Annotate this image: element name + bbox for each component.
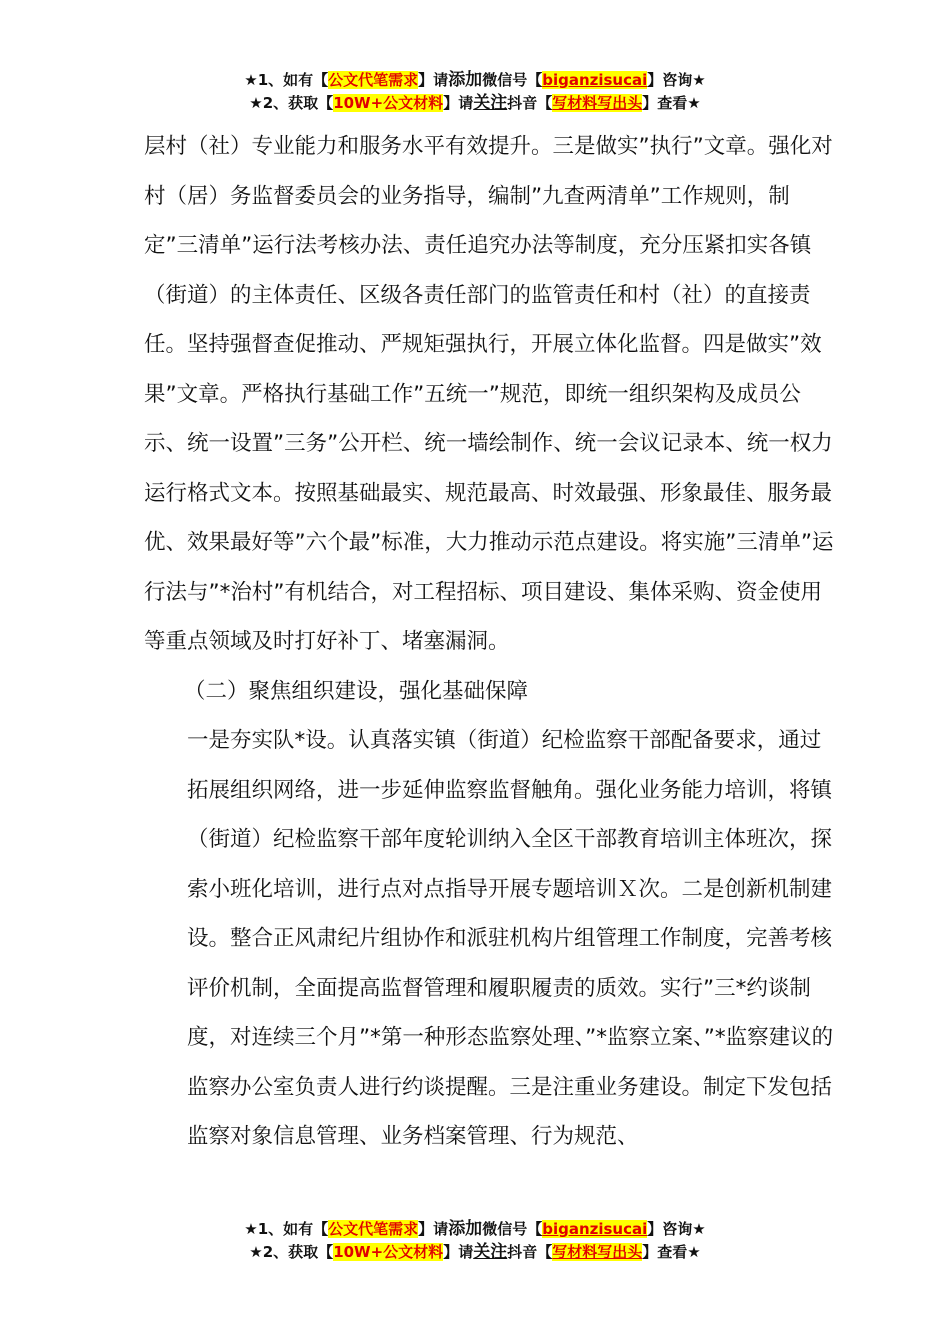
banner-l2-suffix: 】查看★ bbox=[642, 1243, 701, 1261]
banner-l2-follow: 关注 bbox=[473, 93, 508, 113]
banner-l1-mid1: 】请 bbox=[418, 71, 449, 89]
banner-l1-big: 添加 bbox=[448, 1219, 483, 1239]
paragraph-2: 一是夯实队*设。认真落实镇（街道）纪检监察干部配备要求，通过拓展组织网络，进一步延伸监察监督触角。强化业务能力培训，将镇（街道）纪检监察干部年度轮训纳入全区干部教育培训主体班次，探索小班化培训，进行点对点指导开展专题培训Ｘ次。二是创新机制建设。整合正风肃纪片组协作和派驻机构片组管理工作制度，完善考核评价机制，全面提高监督管理和履职履责的质效。实行”三*约谈制度，对连续三个月”*第一种形态监察处理、”*监察立案、”*监察建议的监察办公室负责人进行约谈提醒。三是注重业务建设。制定下发包括监察对象信息管理、业务档案管理、行为规范、 bbox=[187, 728, 834, 1149]
bottom-banner bbox=[0, 1218, 950, 1264]
wechat-id-highlight: biganzisucai bbox=[542, 71, 648, 89]
service-highlight: 公文代笔需求 bbox=[328, 71, 419, 89]
banner-l2-mid1: 】请 bbox=[443, 94, 474, 112]
materials-highlight: 10W+公文材料 bbox=[333, 94, 444, 112]
banner-l1-mid1: 】请 bbox=[418, 1220, 449, 1238]
banner-l1-big: 添加 bbox=[448, 70, 483, 90]
wechat-id-highlight: biganzisucai bbox=[542, 1220, 648, 1238]
banner-l2-prefix: ★2、获取【 bbox=[249, 1243, 334, 1261]
service-highlight: 公文代笔需求 bbox=[328, 1220, 419, 1238]
banner-l1-mid2: 微信号【 bbox=[482, 1220, 543, 1238]
banner-l2-prefix: ★2、获取【 bbox=[249, 94, 334, 112]
banner-line-1 bbox=[0, 69, 950, 92]
banner-l2-suffix: 】查看★ bbox=[642, 94, 701, 112]
banner-line-1 bbox=[0, 1218, 950, 1241]
douyin-highlight: 写材料写出头 bbox=[552, 94, 643, 112]
materials-highlight: 10W+公文材料 bbox=[333, 1243, 444, 1261]
banner-l2-mid1: 】请 bbox=[443, 1243, 474, 1261]
banner-l2-mid2: 抖音【 bbox=[507, 94, 553, 112]
banner-l1-prefix: ★1、如有【 bbox=[244, 1220, 329, 1238]
paragraph-1: 层村（社）专业能力和服务水平有效提升。三是做实”执行”文章。强化对村（居）务监督委员会的业务指导，编制”九查两清单”工作规则，制定”三清单”运行法考核办法、责任追究办法等制度，充分压紧扣实各镇（街道）的主体责任、区级各责任部门的监管责任和村（社）的直接责任。坚持强督查促推动、严规矩强执行，开展立体化监督。四是做实”效果”文章。严格执行基础工作”五统一”规范，即统一组织架构及成员公示、统一设置”三务”公开栏、统一墙绘制作、统一会议记录本、统一权力运行格式文本。按照基础最实、规范最高、时效最强、形象最佳、服务最优、效果最好等”六个最”标准，大力推动示范点建设。将实施”三清单”运行法与”*治村”有机结合，对工程招标、项目建设、集体采购、资金使用等重点领域及时打好补丁、堵塞漏洞。 bbox=[144, 134, 834, 654]
douyin-highlight: 写材料写出头 bbox=[552, 1243, 643, 1261]
section-heading: （二）聚焦组织建设，强化基础保障 bbox=[184, 678, 529, 704]
banner-l1-suffix: 】咨询★ bbox=[647, 1220, 706, 1238]
banner-l2-mid2: 抖音【 bbox=[507, 1243, 553, 1261]
banner-line-2 bbox=[0, 1241, 950, 1264]
document-body bbox=[144, 122, 834, 1162]
top-banner bbox=[0, 69, 950, 115]
banner-l2-follow: 关注 bbox=[473, 1242, 508, 1262]
banner-l1-mid2: 微信号【 bbox=[482, 71, 543, 89]
banner-l1-prefix: ★1、如有【 bbox=[244, 71, 329, 89]
banner-line-2 bbox=[0, 92, 950, 115]
banner-l1-suffix: 】咨询★ bbox=[647, 71, 706, 89]
